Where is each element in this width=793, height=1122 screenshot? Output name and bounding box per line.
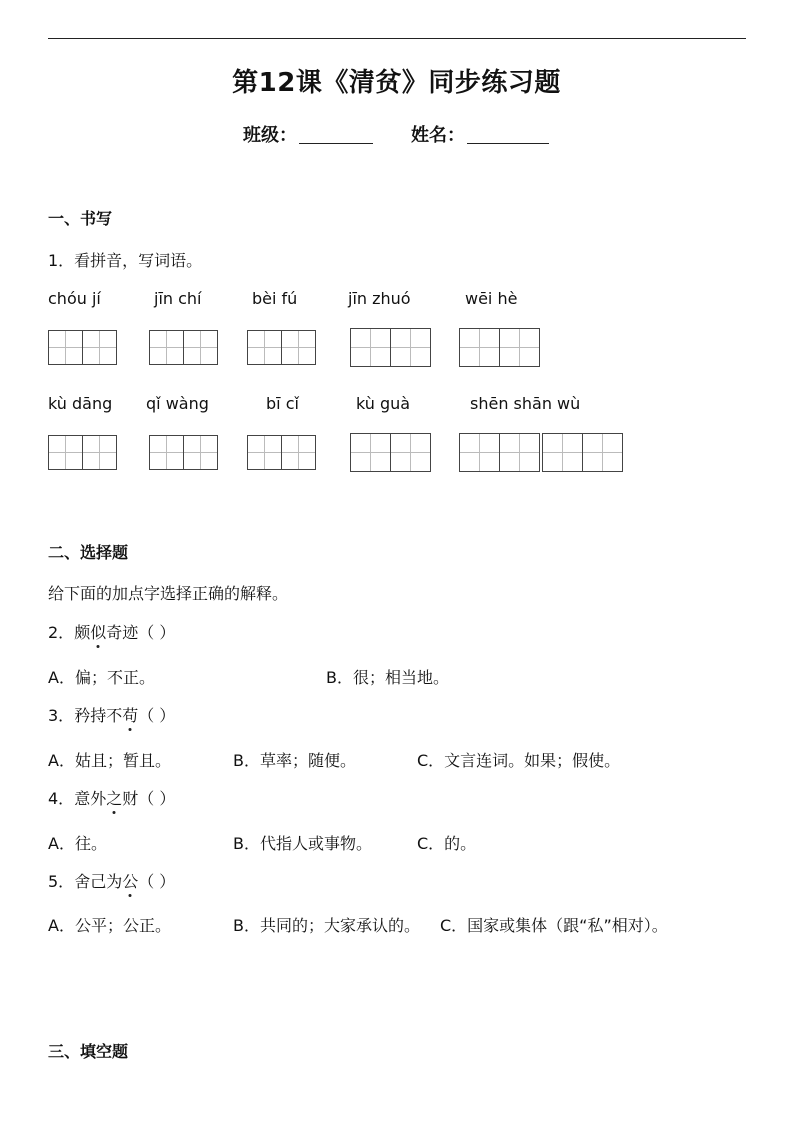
class-blank[interactable] [299, 125, 373, 144]
answer-parentheses[interactable]: （ ） [138, 623, 176, 642]
question-text: 财 [122, 789, 139, 808]
question-number: 4． [48, 789, 75, 808]
question-number: 5． [48, 872, 75, 891]
tian-grid-box[interactable] [247, 330, 282, 365]
option-b[interactable]: B．代指人或事物。 [233, 834, 372, 853]
option-b[interactable]: B．很；相当地。 [326, 668, 449, 687]
tian-grid-box[interactable] [82, 330, 117, 365]
tian-grid-box[interactable] [459, 328, 500, 367]
question-text: 舍己为 [74, 872, 123, 891]
option-a[interactable]: A．公平；公正。 [48, 916, 171, 935]
answer-parentheses[interactable]: （ ） [138, 789, 176, 808]
writing-box-group[interactable] [247, 330, 315, 365]
section-heading-choice: 二、选择题 [48, 543, 129, 562]
writing-box-group[interactable] [247, 435, 315, 470]
tian-grid-box[interactable] [48, 435, 83, 470]
writing-box-group[interactable] [149, 330, 217, 365]
dotted-character: 公 [122, 869, 138, 892]
answer-parentheses[interactable]: （ ） [138, 706, 176, 725]
tian-grid-box[interactable] [459, 433, 500, 472]
question-text: 意外 [74, 789, 107, 808]
page-title: 第12课《清贫》同步练习题 [232, 68, 561, 98]
section-heading-fill-in: 三、填空题 [48, 1042, 129, 1061]
name-blank[interactable] [467, 125, 549, 144]
pinyin-label: chóu jí [48, 289, 101, 308]
question-text: 奇迹 [106, 623, 139, 642]
option-b[interactable]: B．草率；随便。 [233, 751, 356, 770]
pinyin-label: jīn zhuó [348, 289, 411, 308]
writing-box-group[interactable] [542, 433, 622, 472]
question-number: 2． [48, 623, 75, 642]
class-field [243, 121, 373, 147]
option-a[interactable]: A．往。 [48, 834, 107, 853]
tian-grid-box[interactable] [149, 330, 184, 365]
pinyin-label: shēn shān wù [470, 394, 581, 413]
dotted-character: 苟 [122, 703, 138, 726]
tian-grid-box[interactable] [281, 435, 316, 470]
tian-grid-box[interactable] [582, 433, 623, 472]
option-b[interactable]: B．共同的；大家承认的。 [233, 916, 420, 935]
section-heading-writing: 一、书写 [48, 209, 113, 228]
tian-grid-box[interactable] [350, 328, 391, 367]
question-2 [48, 620, 175, 643]
writing-box-group[interactable] [48, 435, 116, 470]
tian-grid-box[interactable] [82, 435, 117, 470]
writing-box-group[interactable] [459, 328, 539, 367]
tian-grid-box[interactable] [183, 435, 218, 470]
writing-box-group[interactable] [350, 433, 430, 472]
option-a[interactable]: A．姑且；暂且。 [48, 751, 171, 770]
class-label: 班级： [243, 125, 297, 146]
writing-box-group[interactable] [48, 330, 116, 365]
question-1: 1．看拼音，写词语。 [48, 251, 203, 270]
option-c[interactable]: C．文言连词。如果；假使。 [417, 751, 621, 770]
answer-parentheses[interactable]: （ ） [138, 872, 176, 891]
writing-box-group[interactable] [149, 435, 217, 470]
name-label: 姓名： [411, 125, 465, 146]
pinyin-label: qǐ wàng [146, 394, 209, 413]
question-5 [48, 869, 175, 892]
writing-box-group[interactable] [350, 328, 430, 367]
tian-grid-box[interactable] [499, 328, 540, 367]
option-c[interactable]: C．国家或集体（跟“私”相对）。 [440, 916, 668, 935]
tian-grid-box[interactable] [281, 330, 316, 365]
tian-grid-box[interactable] [183, 330, 218, 365]
option-a[interactable]: A．偏；不正。 [48, 668, 155, 687]
tian-grid-box[interactable] [48, 330, 83, 365]
dotted-character: 似 [90, 620, 106, 643]
pinyin-label: kù guà [356, 394, 411, 413]
tian-grid-box[interactable] [542, 433, 583, 472]
tian-grid-box[interactable] [247, 435, 282, 470]
writing-box-group[interactable] [459, 433, 539, 472]
tian-grid-box[interactable] [390, 328, 431, 367]
question-number: 3． [48, 706, 75, 725]
pinyin-label: bèi fú [252, 289, 298, 308]
tian-grid-box[interactable] [149, 435, 184, 470]
pinyin-label: bī cǐ [266, 394, 299, 413]
tian-grid-box[interactable] [350, 433, 391, 472]
name-field [411, 121, 549, 147]
tian-grid-box[interactable] [499, 433, 540, 472]
pinyin-label: jīn chí [154, 289, 202, 308]
question-4 [48, 786, 175, 809]
question-text: 矜持不 [74, 706, 123, 725]
dotted-character: 之 [106, 786, 122, 809]
tian-grid-box[interactable] [390, 433, 431, 472]
question-3 [48, 703, 175, 726]
question-text: 颇 [74, 623, 91, 642]
pinyin-label: wēi hè [465, 289, 518, 308]
instruction: 给下面的加点字选择正确的解释。 [48, 584, 289, 603]
pinyin-label: kù dāng [48, 394, 113, 413]
option-c[interactable]: C．的。 [417, 834, 477, 853]
top-rule [48, 38, 746, 39]
